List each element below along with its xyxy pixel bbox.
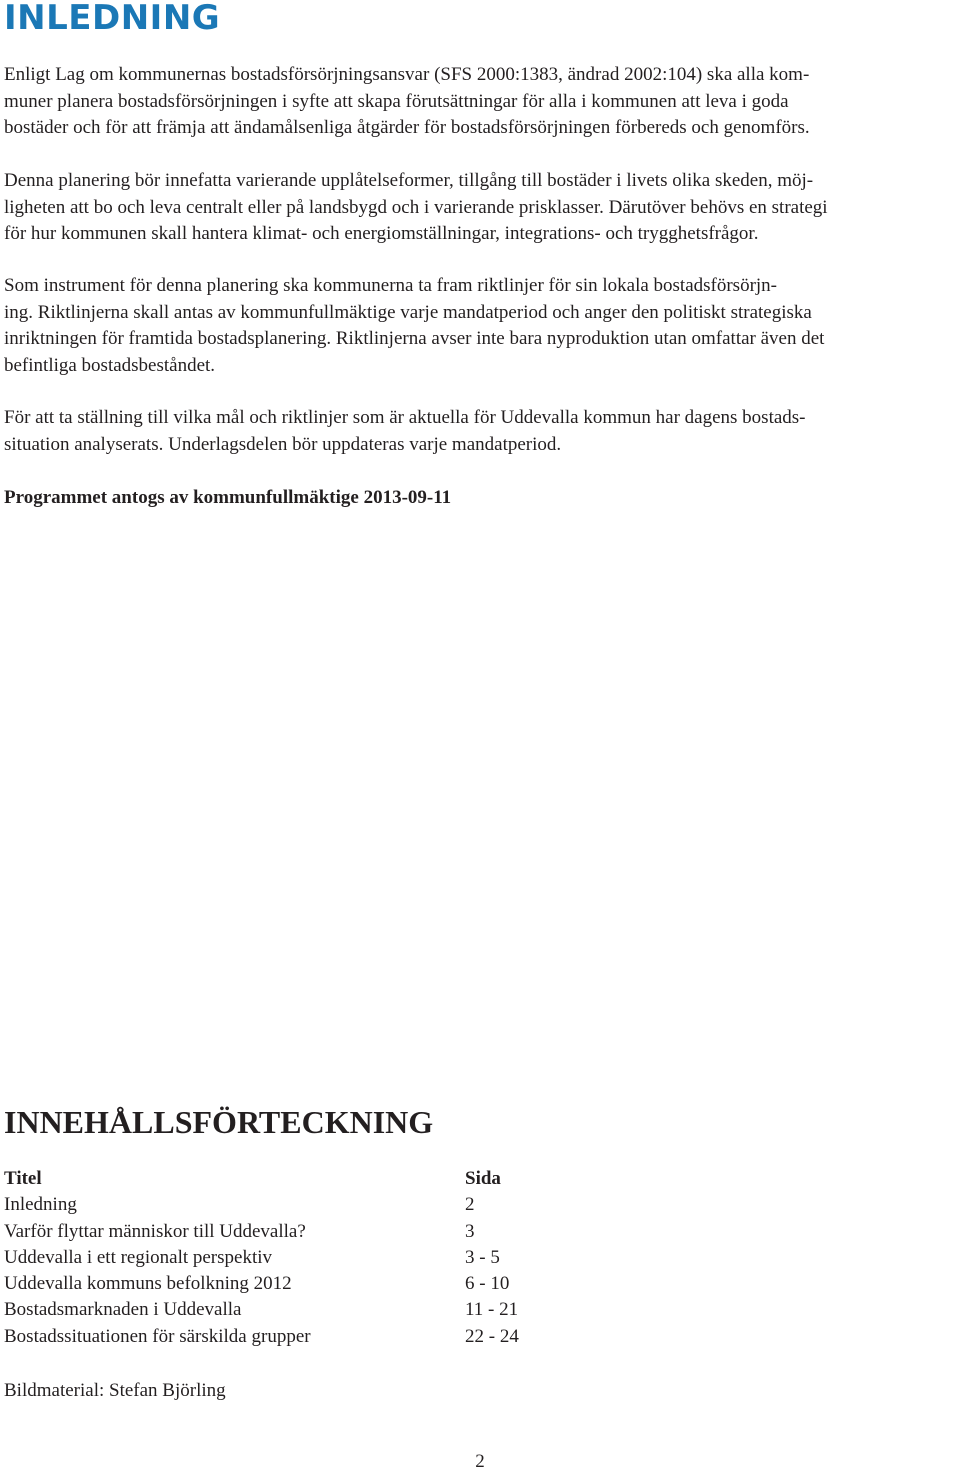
toc-row xyxy=(4,1192,604,1218)
toc-row xyxy=(4,1297,604,1323)
page-number: 2 xyxy=(475,1451,485,1472)
adopted-note: Programmet antogs av kommunfullmäktige 2013-09-11 xyxy=(4,487,452,508)
toc-entry-title: Bostadsmarknaden i Uddevalla xyxy=(4,1299,242,1321)
toc-col-title: Titel xyxy=(4,1168,42,1189)
toc-row xyxy=(4,1245,604,1271)
toc-entry-title: Varför flyttar människor till Uddevalla? xyxy=(4,1220,306,1242)
toc-row xyxy=(4,1324,604,1350)
toc-row xyxy=(4,1219,604,1245)
intro-paragraph-4 xyxy=(4,405,956,458)
toc-heading: INNEHÅLLSFÖRTECKNING xyxy=(4,1104,434,1140)
intro-paragraph-3 xyxy=(4,273,956,379)
intro-paragraph-2 xyxy=(4,168,956,248)
toc-header-row xyxy=(4,1166,604,1192)
toc-col-page: Sida xyxy=(465,1168,501,1189)
toc-entry-page: 3 - 5 xyxy=(465,1246,500,1268)
toc-row xyxy=(4,1271,604,1297)
paragraph-text: Som instrument för denna planering ska kommunerna ta fram riktlinjer för sin lokala bostadsförsörjn- ing. Riktlinjerna skall antas av kommunfullmäktige varje mandatperiod och anger den politiskt strategiska inriktningen för framtida bostadsplanering. Riktlinjerna avser inte bara nyproduktion utan omfattar även det befintliga bostadsbeståndet. xyxy=(4,275,825,376)
toc-entry-page: 22 - 24 xyxy=(465,1325,519,1347)
paragraph-text: Enligt Lag om kommunernas bostadsförsörjningsansvar (SFS 2000:1383, ändrad 2002:104) ska alla kom- muner planera bostadsförsörjningen i syfte att skapa förutsättningar för alla i kommunen att leva i goda bostäder och för att främja att ändamålsenliga åtgärder för bostadsförsörjningen förbereds och genomförs. xyxy=(4,64,810,138)
toc-entry-page: 6 - 10 xyxy=(465,1273,510,1295)
toc-entry-title: Uddevalla kommuns befolkning 2012 xyxy=(4,1273,292,1295)
toc-entry-page: 2 xyxy=(465,1194,475,1216)
paragraph-text: För att ta ställning till vilka mål och riktlinjer som är aktuella för Uddevalla kommun har dagens bostads- situation analyserats. Underlagsdelen bör uppdateras varje mandatperiod. xyxy=(4,407,806,455)
intro-paragraph-1 xyxy=(4,62,956,142)
paragraph-text: Denna planering bör innefatta varierande upplåtelseformer, tillgång till bostäder i livets olika skeden, möj- ligheten att bo och leva centralt eller på landsbygd och i varierande prisklasser. Därutöver behövs en strategi för hur kommunen skall hantera klimat- och energiomställningar, integrations- och trygghetsfrågor. xyxy=(4,170,828,244)
toc-entry-title: Uddevalla i ett regionalt perspektiv xyxy=(4,1246,273,1268)
toc-entry-title: Inledning xyxy=(4,1194,77,1216)
toc-entry-page: 3 xyxy=(465,1220,475,1242)
image-credit: Bildmaterial: Stefan Björling xyxy=(4,1380,226,1401)
page-heading: INLEDNING xyxy=(4,0,221,38)
table-of-contents xyxy=(4,1166,604,1350)
toc-entry-page: 11 - 21 xyxy=(465,1299,519,1321)
toc-entry-title: Bostadssituationen för särskilda grupper xyxy=(4,1325,311,1347)
